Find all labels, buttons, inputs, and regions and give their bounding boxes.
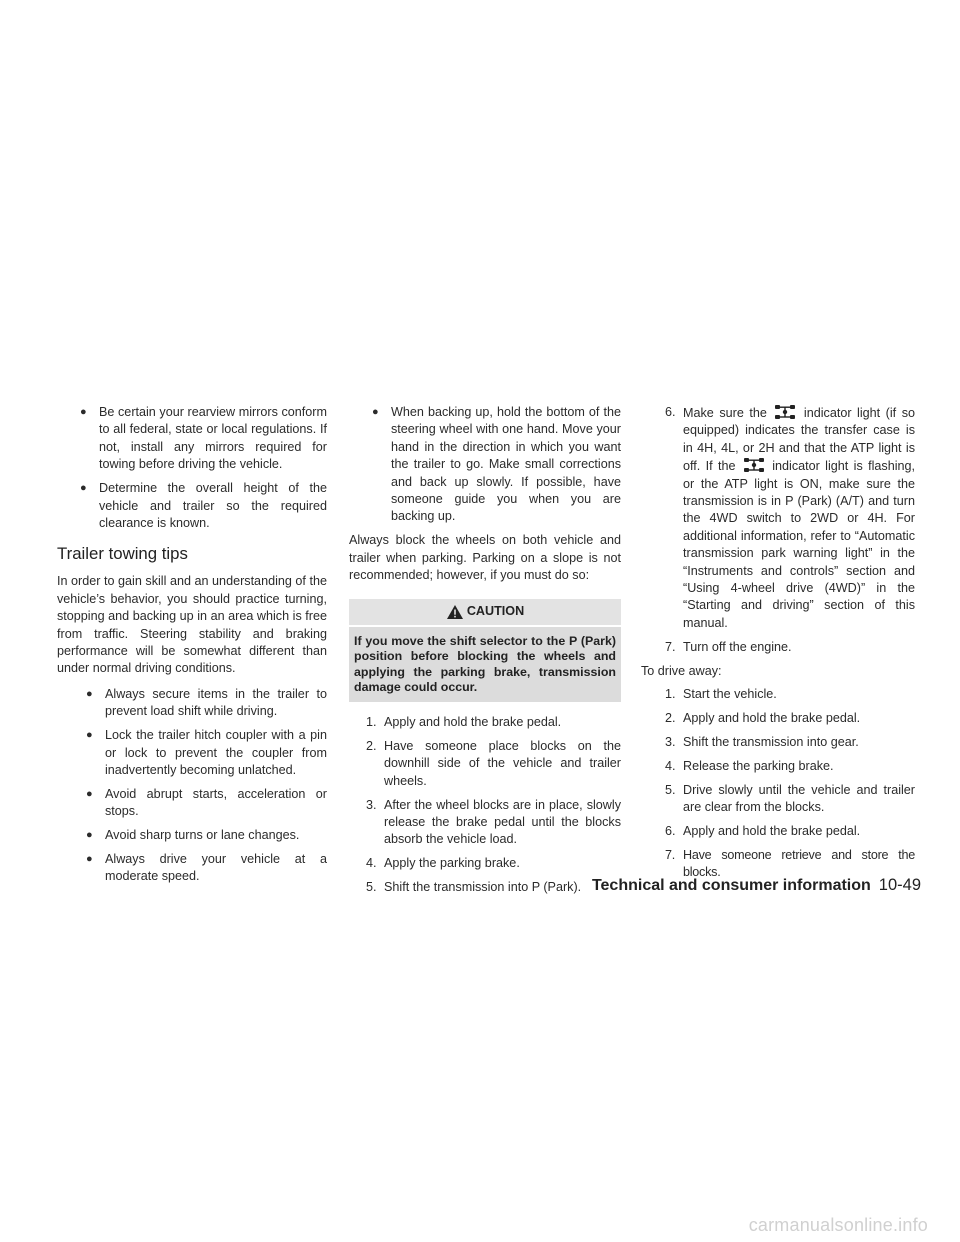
parking-step: 5. Shift the transmission into P (Park). <box>366 880 582 895</box>
intro-paragraph: In order to gain skill and an understanding of the vehicle’s behavior, you should practice turning, stopping and backing up in an area which is free from traffic. Steering stability and braking performance will be somewhat different than under normal driving conditions. <box>57 574 327 676</box>
tip-item: ● Always drive your vehicle at a moderate speed. <box>86 852 327 884</box>
tip-item: ● Avoid abrupt starts, acceleration or stops. <box>86 786 327 819</box>
caution-title: CAUTION <box>466 603 525 618</box>
caution-header <box>349 599 621 627</box>
bullet-dot: ● <box>86 787 93 800</box>
bullet-item: ● When backing up, hold the bottom of the steering wheel with one hand. Move your hand in the direction in which you want the trailer to go. Make small corrections and back up slowly. If possible, have someone guide you when you are backing up. <box>372 405 621 524</box>
drive-step: 3. Shift the transmission into gear. <box>665 734 859 749</box>
4wd-indicator-icon <box>774 404 796 420</box>
bullet-dot: ● <box>80 406 87 418</box>
section-name: Technical and consumer information <box>591 877 871 894</box>
bullet-dot: ● <box>372 406 379 418</box>
parking-step: 3. After the wheel blocks are in place, slowly release the brake pedal until the blocks absorb the vehicle load. <box>366 797 621 847</box>
4wd-indicator-icon <box>743 457 765 473</box>
caution-text: If you move the shift selector to the P (Park) position before blocking the wheels and applying the parking brake, transmission damage could occur. <box>354 633 616 695</box>
drive-step: 7. Have someone retrieve and store the blocks. <box>665 847 915 880</box>
parking-step: 1. Apply and hold the brake pedal. <box>366 714 562 729</box>
drive-step: 4. Release the parking brake. <box>665 758 834 773</box>
tip-item: ● Always secure items in the trailer to prevent load shift while driving. <box>86 686 327 719</box>
drive-step: 1. Start the vehicle. <box>665 687 777 702</box>
column-2 <box>349 404 621 903</box>
parking-step: 7. Turn off the engine. <box>665 639 792 654</box>
bullet-dot: ● <box>80 482 87 495</box>
column-3 <box>641 404 915 888</box>
parking-step: 6. Make sure the indicator light (if so equipped) indicates the transfer case is in 4H, 4L, or 2H and that the ATP light is off. If the indicator light is flashing, or the ATP light is ON, make sure the transmission is in P (Park) (A/T) and turn the 4WD switch to 2WD or 4H. For additional information, refer to “Automatic transmission park warning light” in the “Instruments and controls” section and “Using 4-wheel drive (4WD)” in the “Starting and driving” section of this manual. <box>665 405 915 630</box>
section-heading: Trailer towing tips <box>57 544 188 564</box>
drive-away-label: To drive away: <box>641 663 722 678</box>
warning-triangle-icon <box>446 604 464 620</box>
watermark: carmanualsonline.info <box>748 1215 928 1235</box>
page-number: 10-49 <box>878 876 921 894</box>
bullet-item: ● Determine the overall height of the vehicle and trailer so the required clearance is known. <box>80 481 327 530</box>
parking-step: 4. Apply the parking brake. <box>366 856 520 871</box>
tip-item: ● Avoid sharp turns or lane changes. <box>57 827 327 844</box>
bullet-dot: ● <box>86 729 93 742</box>
parking-paragraph: Always block the wheels on both vehicle and trailer when parking. Parking on a slope is not recommended; however, if you must do so: <box>349 533 621 583</box>
parking-step: 2. Have someone place blocks on the downhill side of the vehicle and trailer wheels. <box>366 738 621 788</box>
bullet-dot: ● <box>86 829 93 842</box>
page-footer <box>592 876 921 895</box>
column-1 <box>57 404 327 892</box>
drive-step: 6. Apply and hold the brake pedal. <box>665 824 861 839</box>
drive-step: 2. Apply and hold the brake pedal. <box>665 711 861 725</box>
bullet-item: ● Be certain your rearview mirrors conform to all federal, state or local regulations. If not, install any mirrors required for towing before driving the vehicle. <box>80 405 327 472</box>
bullet-dot: ● <box>86 853 93 866</box>
tip-item: ● Lock the trailer hitch coupler with a pin or lock to prevent the coupler from inadvertently becoming unlatched. <box>86 728 327 777</box>
bullet-dot: ● <box>86 687 93 700</box>
caution-box <box>349 599 621 702</box>
drive-step: 5. Drive slowly until the vehicle and trailer are clear from the blocks. <box>665 782 915 815</box>
